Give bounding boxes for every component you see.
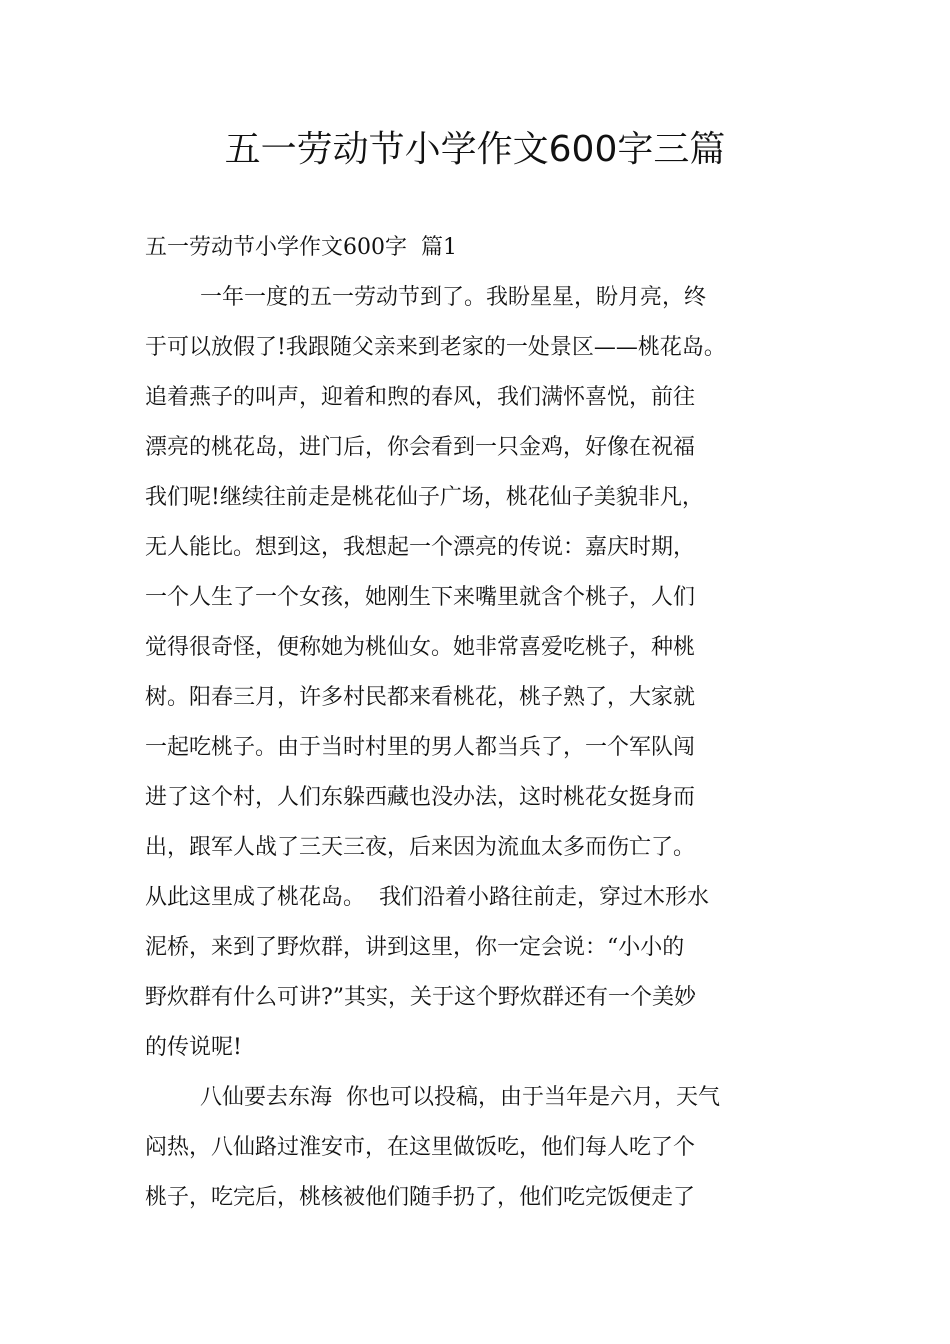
paragraph-line: 野炊群有什么可讲?”其实，关于这个野炊群还有一个美妙 bbox=[145, 985, 697, 1010]
paragraph-line: 出，跟军人战了三天三夜，后来因为流血太多而伤亡了。 bbox=[145, 835, 696, 860]
paragraph-line: 进了这个村，人们东躲西藏也没办法，这时桃花女挺身而 bbox=[145, 785, 696, 810]
paragraph-line: 树。阳春三月，许多村民都来看桃花，桃子熟了，大家就 bbox=[145, 685, 696, 710]
paragraph-line: 漂亮的桃花岛，进门后，你会看到一只金鸡，好像在祝福 bbox=[145, 435, 696, 460]
paragraph-line: 的传说呢! bbox=[145, 1035, 242, 1060]
paragraph-line: 闷热，八仙路过淮安市，在这里做饭吃，他们每人吃了个 bbox=[145, 1135, 696, 1160]
paragraph-line: 一个人生了一个女孩，她刚生下来嘴里就含个桃子，人们 bbox=[145, 585, 696, 610]
paragraph-line: 一起吃桃子。由于当时村里的男人都当兵了，一个军队闯 bbox=[145, 735, 696, 760]
paragraph-line: 觉得很奇怪，便称她为桃仙女。她非常喜爱吃桃子，种桃 bbox=[145, 635, 696, 660]
paragraph-line: 无人能比。想到这，我想起一个漂亮的传说：嘉庆时期， bbox=[145, 535, 696, 560]
paragraph-line: 于可以放假了!我跟随父亲来到老家的一处景区——桃花岛。 bbox=[145, 335, 726, 360]
paragraph-line: 我们呢!继续往前走是桃花仙子广场，桃花仙子美貌非凡， bbox=[145, 485, 704, 510]
paragraph-line: 从此这里成了桃花岛。 我们沿着小路往前走，穿过木形水 bbox=[145, 885, 709, 910]
section-heading: 五一劳动节小学作文600字 篇1 bbox=[145, 235, 457, 260]
paragraph-line: 泥桥，来到了野炊群，讲到这里，你一定会说：“小小的 bbox=[145, 935, 685, 960]
paragraph-line: 追着燕子的叫声，迎着和煦的春风，我们满怀喜悦，前往 bbox=[145, 385, 696, 410]
paragraph-line: 一年一度的五一劳动节到了。我盼星星，盼月亮，终 bbox=[200, 285, 707, 310]
document-title: 五一劳动节小学作文600字三篇 bbox=[224, 129, 726, 170]
paragraph-line: 桃子，吃完后，桃核被他们随手扔了，他们吃完饭便走了 bbox=[145, 1185, 696, 1210]
paragraph-line: 八仙要去东海 你也可以投稿，由于当年是六月，天气 bbox=[200, 1085, 720, 1110]
